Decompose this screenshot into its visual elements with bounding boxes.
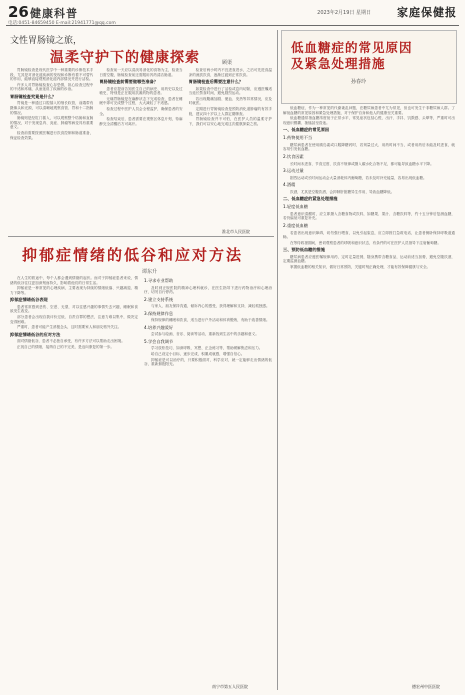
article-3-body — [10, 276, 272, 682]
article-3-subhead: 抑郁症情绪低谷表现 — [10, 297, 48, 303]
article-2-subhead: 2.重度低血糖 — [283, 223, 308, 229]
article-3-credit: 南宁市第五人民医院 — [212, 684, 248, 689]
article-2-body: 低血糖症，作为一种常见的代谢紊乱问题，在糖尿病患者中尤为常见，但也可发生于非糖尿病人群。了解低血糖的常见原因和紧急处理措施，对于保护自身和他人的健康至关重要。 低血糖通常指血糖浓度低于正常水平，常见症状包括心慌、出汗、手抖、饥饿感、头晕等，严重时可出现意识模糊、抽搐甚至昏迷。 一、低血糖症的常见原因 1.药物使用不当 糖尿病患者在使用胰岛素或口服降糖药时，若剂量过大、用药时间不当，或者用药后未能及时进食，就容易引发低血糖。 2.饮食因素 长时间未进食、节食过度、饮食不规律或摄入碳水化合物不足，都可能导致血糖水平下降。 3.运动过量 剧烈运动或长时间运动会大量消耗体内葡萄糖，若未及时补充能量，容易出现低血糖。 4.酒精 饮酒，尤其是空腹饮酒，会抑制肝脏糖异生作用，导致血糖降低。 二、低血糖症的紧急处理措施 1.轻度低血糖 患者意识清醒时，应立即摄入含糖食物或饮料，如糖果、果汁、含糖饮料等，约十五分钟后复测血糖，若仍偏低可重复补充。 2.重度低血糖 若患者出现意识障碍，切勿强行喂食，以免引起窒息，应立即拨打急救电话，让患者侧卧保持呼吸道通畅。 在等待救援期间，密切观察患者的呼吸和意识状态，有条件的可在医护人员指导下注射葡萄糖。 三、预防低血糖的措施 糖尿病患者应遵医嘱规律用药，定时定量进餐，随身携带含糖食品，运动前适当加餐，避免空腹饮酒，定期监测血糖。 掌握低血糖的相关知识，做好日常预防，关键时刻正确处理，才能有效保障健康与安全。 — [283, 106, 455, 269]
article-3-col-2: 1.寻求专业帮助 及时到正规医院的精神心理科就诊，在医生指导下进行药物治疗和心理治疗，切勿自行停药。 2.建立支持系统 与家人、朋友保持沟通，倾诉内心的感受，获得理解和支持，减轻孤独感。 3.保持规律作息 保持规律的睡眠和饮食，适当进行户外活动和体育锻炼，有助于改善情绪。 4.培养兴趣爱好 尝试参与绘画、音乐、阅读等活动，重新找到生活中的乐趣和意义。 5.学会自我调节 学习放松技巧，如深呼吸、冥想、正念练习等，帮助缓解焦虑和压力。 给自己设定小目标，逐步完成，积累成就感，增强自信心。 抑郁症是可以治疗的，只要积极面对，科学应对，就一定能够走出情绪的低谷，重新拥抱阳光。 — [144, 278, 272, 367]
article-2-subhead: 1.药物使用不当 — [283, 135, 313, 141]
column-divider — [277, 30, 278, 690]
article-3-subhead: 3.保持规律作息 — [144, 310, 174, 316]
section-divider — [8, 236, 274, 237]
article-1-col-3: 检查后两小时内不宜进食进水，之后可先进食温凉的流质饮食，逐渐过渡到正常饮食。 胃肠镜检查后需要注意什么？ 如果检查中进行了活检或息肉切除，应遵医嘱适当延长禁食时间，避免剧烈运动。 若出现腹痛加剧、便血、发热等异常情况，应及时就医。 定期进行胃肠镜检查是预防消化道肿瘤的有效手段，建议四十岁以上人群定期筛查。 胃肠镜检查并不可怕，在医护人员的温柔守护下，我们可以安心地完成这次健康探索之旅。 — [188, 68, 272, 126]
article-3-subhead: 2.建立支持系统 — [144, 296, 174, 302]
article-3-subhead: 1.寻求专业帮助 — [144, 278, 174, 283]
article-3-subhead: 5.学会自我调节 — [144, 338, 174, 344]
article-1-kicker: 文性胃肠镜之旅， — [10, 36, 83, 46]
article-1-body — [10, 68, 272, 228]
article-1-subhead: 胃肠镜检查究竟是什么？ — [10, 93, 57, 99]
article-3-header — [22, 244, 272, 275]
article-1-subhead: 胃肠镜检查前需要做哪些准备？ — [99, 79, 158, 85]
article-2-headline: 低血糖症的常见原因 及紧急处理措施 — [291, 40, 413, 71]
article-1-credit: 淮北市人民医院 — [222, 229, 250, 234]
article-1-subhead: 胃肠镜检查后需要注意什么？ — [188, 79, 244, 85]
article-2-subhead: 1.轻度低血糖 — [283, 204, 308, 210]
section-title: 健康科普 — [30, 7, 78, 20]
article-1-col-2: 检查前一天应以清淡易消化的食物为主，检查当日需空腹，肠镜检查前还需服用泻药清洁肠道。 胃肠镜检查前需要做哪些准备？ 患者应提前告知医生自己的病史、用药史以及过敏史，特别是正在服用抗凝药物的患者。 无痛胃肠镜是在麻醉状态下完成检查，患者在睡眠中即可完成整个过程，大大减轻了不适感。 检查过程中医护人员会全程监护，确保患者的安全。 检查结束后，患者需要在观察区休息片刻，待麻醉完全清醒后方可离开。 — [99, 68, 183, 126]
article-1-author: 顾渠 — [222, 60, 233, 66]
article-3-col-1: 在人生的旅途中，每个人都会遇到情绪的起伏。而对于抑郁症患者来说，情绪的低谷往往更加深刻而持久，影响着他们的日常生活。 抑郁症是一种常见的心理疾病，主要表现为持续的情绪低落、兴趣减退、精力下降等。 抑郁症情绪低谷表现 患者常常感到悲伤、空虚、无望，对以往感兴趣的事情失去兴趣，睡眠和食欲发生改变。 部分患者会出现自我评价过低、自责自罪的想法，注意力难以集中，做决定变得困难。 严重时，患者可能产生消极念头，这时需要家人和朋友格外关注。 抑郁症情绪低谷的应对方法 面对情绪低谷，患者不必独自承受，有许多方法可以帮助走出困境。 正视自己的情绪，接纳自己的不完美，是迈向康复的第一步。 — [10, 276, 138, 349]
article-1-col-1: 胃肠镜检查是现代医学中一种重要的诊断技术手段，尤其是对消化道疾病的发现和诊断有着不可替代的作用，能够直接观察消化道内部情况并进行活检。 许多人对胃肠镜检查心存恐惧，担心检查过程中的不适和疼痛，从而延误了疾病的诊治。 胃肠镜检查究竟是什么？ 胃镜是一种通过口腔插入的细长软管，前端带有摄像头和光源，可以清晰地观察食管、胃和十二指肠的情况。 肠镜则是经肛门插入，可以观察整个结肠和直肠的情况，对于发现息肉、炎症、肿瘤等病变具有重要意义。 检查前需要按照医嘱进行饮食控制和肠道准备，保证检查效果。 — [10, 68, 94, 140]
masthead — [8, 4, 457, 20]
article-2-subhead: 4.酒精 — [283, 182, 296, 188]
article-2-subhead: 一、低血糖症的常见原因 — [283, 127, 330, 133]
article-2-author: 孙春玲 — [351, 79, 367, 85]
article-2-header — [291, 40, 451, 85]
article-1-header — [10, 33, 272, 67]
article-2-credit: 德宏州中医医院 — [412, 684, 440, 689]
article-3-subhead: 4.培养兴趣爱好 — [144, 324, 174, 330]
article-2-subhead: 二、低血糖症的紧急处理措施 — [283, 196, 338, 202]
column-name: 家庭保健报 — [397, 6, 457, 19]
article-3-headline: 抑郁症情绪的低谷和应对方法 — [22, 246, 244, 264]
article-3-author: 谭东升 — [142, 269, 158, 275]
top-rule — [6, 25, 459, 26]
issue-date: 2023年2月19日 星期日 — [317, 10, 371, 16]
article-1-headline: 温柔守护下的健康探索 — [50, 50, 200, 66]
article-3-subhead: 抑郁症情绪低谷的应对方法 — [10, 331, 61, 337]
page-number: 26 — [8, 3, 29, 21]
article-2-subhead: 3.运动过量 — [283, 168, 304, 174]
article-2-subhead: 三、预防低血糖的措施 — [283, 247, 325, 253]
article-2-subhead: 2.饮食因素 — [283, 154, 304, 160]
contact-line: 电话:0451-84659450 E-mail:21941771@qq.com — [8, 21, 116, 26]
